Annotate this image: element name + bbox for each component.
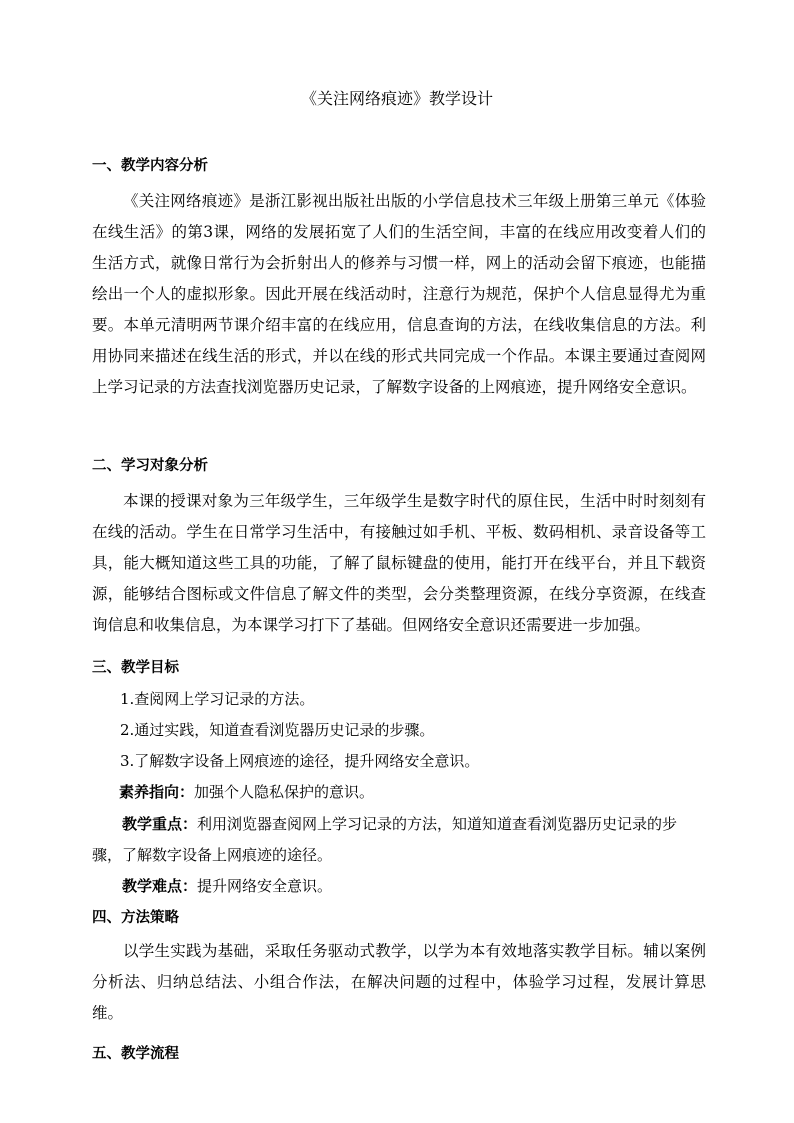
objective-item-1: 1.查阅网上学习记录的方法。 <box>120 690 315 708</box>
key-point-text: 利用浏览器查阅网上学习记录的方法，知道知道查看浏览器历史记录的步骤，了解数字设备上网痕迹的途径。 <box>92 815 678 864</box>
difficult-point-label: 教学难点： <box>122 877 198 895</box>
section-heading-content-analysis: 一、教学内容分析 <box>92 157 208 174</box>
paragraph-content-analysis: 《关注网络痕迹》是浙江影视出版社出版的小学信息技术三年级上册第三单元《体验在线生活》的第3课，网络的发展拓宽了人们的生活空间，丰富的在线应用改变着人们的生活方式，就像日常行为会折射出人的修养与习惯一样，网上的活动会留下痕迹，也能描绘出一个人的虚拟形象。因此开展在线活动时，注意行为规范，保护个人信息显得尤为重要。本单元清明两节课介绍丰富的在线应用，信息查询的方法，在线收集信息的方法。利用协同来描述在线生活的形式，并以在线的形式共同完成一个作品。本课主要通过查阅网上学习记录的方法查找浏览器历史记录，了解数字设备的上网痕迹，提升网络安全意识。 <box>92 192 706 396</box>
difficult-point-line <box>92 871 706 902</box>
difficult-point-text: 提升网络安全意识。 <box>197 877 333 895</box>
section-heading-learner-analysis: 二、学习对象分析 <box>92 457 208 474</box>
literacy-line <box>92 777 706 808</box>
literacy-text: 加强个人隐私保护的意识。 <box>194 783 375 801</box>
document-title: 《关注网络痕迹》教学设计 <box>300 89 493 108</box>
paragraph-method-strategy: 以学生实践为基础，采取任务驱动式教学，以学为本有效地落实教学目标。辅以案例分析法、归纳总结法、小组合作法，在解决问题的过程中，体验学习过程，发展计算思维。 <box>92 942 706 1022</box>
key-point-line <box>92 809 706 871</box>
section-heading-teaching-objectives: 三、教学目标 <box>92 659 179 676</box>
objective-item-2: 2.通过实践，知道查看浏览器历史记录的步骤。 <box>120 721 435 739</box>
paragraph-learner-analysis: 本课的授课对象为三年级学生，三年级学生是数字时代的原住民，生活中时时刻刻有在线的活动。学生在日常学习生活中，有接触过如手机、平板、数码相机、录音设备等工具，能大概知道这些工具的功能，了解了鼠标键盘的使用，能打开在线平台，并且下载资源，能够结合图标或文件信息了解文件的类型，会分类整理资源，在线分享资源，在线查询信息和收集信息，为本课学习打下了基础。但网络安全意识还需要进一步加强。 <box>92 492 706 634</box>
key-point-label: 教学重点： <box>122 815 198 833</box>
section-heading-teaching-process: 五、教学流程 <box>92 1045 179 1062</box>
literacy-label: 素养指向： <box>119 783 195 801</box>
section-heading-method-strategy: 四、方法策略 <box>92 909 179 926</box>
objective-item-3: 3.了解数字设备上网痕迹的途径，提升网络安全意识。 <box>120 752 480 770</box>
